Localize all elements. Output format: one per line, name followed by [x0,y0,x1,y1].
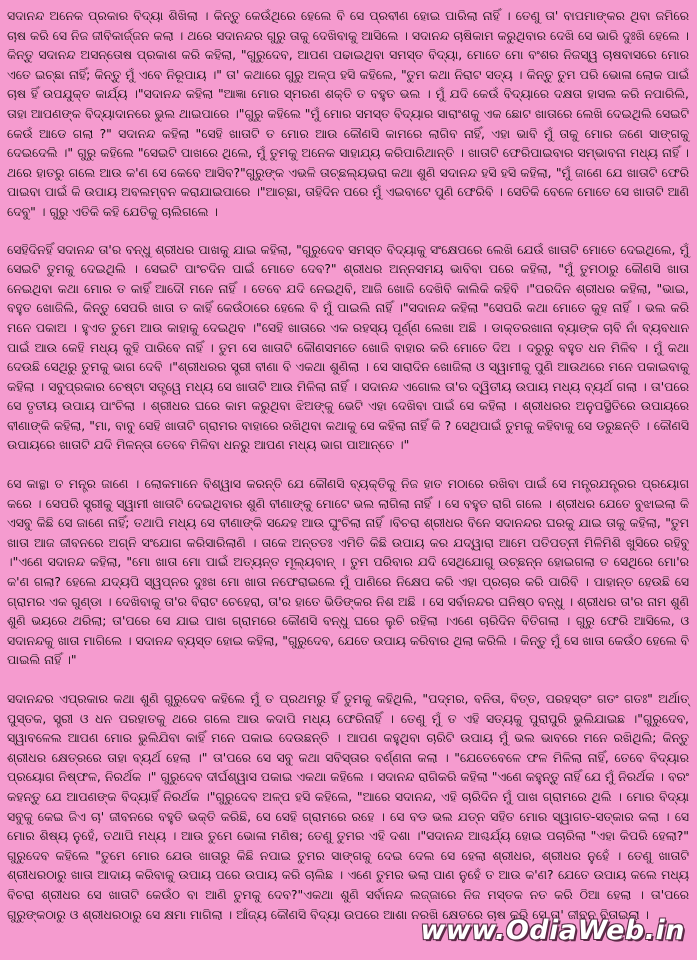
story-paragraph-4: ସଦାନନ୍ଦର ଏପ୍ରକାର କଥା ଶୁଣି ଗୁରୁଦେବ କହିଲେ ମୁଁ ତ ପ୍ରଥମରୁ ହିଁ ତୁମକୁ କହିଥିଲି, "ପଦ୍ମର, ବନିତା, ବିତ୍ତ, ପରହସ୍ତଂ ଗତଂ ଗତଃ" ଅର୍ଥାତ୍ ପୁସ୍ତକ, ସ୍ତ୍ରୀ ଓ ଧନ ପରହାତକୁ ଥରେ ଗଲେ ଆଉ କଦାପି ମଧ୍ୟ ଫେରିନାହିଁ । ତେଣୁ ମୁଁ ତ ଏହି ସତ୍ୟକୁ ପୁରାପୁରି ଭୁଲିଯାଇଛ ।"ଗୁରୁଦେବ, ସ୍ୱାବଳେଲ ଆପଣ ମୋର ଭୁଲିଯିବା କାହିଁ ମନେ ପକାଇ ଦେଉଛନ୍ତି । ଆପଣ କହୁଥିବା ଚାରିଟି ଉପାୟ ମୁଁ ଭଲ ଭାବରେ ମନେ ରଖିଥିଲି; କିନ୍ତୁ ଶ୍ରୀଧର କ୍ଷେତ୍ରରେ ତାହା ବ୍ୟର୍ଥ ହେଲା ।" ତା'ପରେ ସେ ସବୁ କଥା ସବିସ୍ତାର ବର୍ଣ୍ଣନା କଲା । "ଯେତେବେଳେ ଫଳ ମିଳିଲା ନାହିଁ, ତେବେ ବିଦ୍ୟାର ପ୍ରୟୋଗ ନିଷ୍ଫଳ, ନିରର୍ଥକ ।" ଗୁରୁଦେବ ଦୀର୍ଘଶ୍ୱାସ ପକାଇ ଏକଥା କହିଲେ । ସଦାନନ୍ଦ ରାଗିକରି କହିଲା "ଏଣେ କହୁନ୍ତୁ ନାହିଁ ଯେ ମୁଁ ନିରର୍ଥକ । ବରଂ କହନ୍ତୁ ଯେ ଆପଣଙ୍କ ବିଦ୍ୟାହିଁ ନିରର୍ଥକ ।"ଗୁରୁଦେବ ଅଳ୍ପ ହସି କହିଲେ, "ଆରେ ସଦାନନ୍ଦ, ଏହି ଚାରିଦିନ ମୁଁ ପାଖ ଗ୍ରାମରେ ଥିଲି । ମୋର ବିଦ୍ୟା ସବୁକୁ କେଇ ଜିଏ ଚା' ଜୀବନରେ ବହୁତି ଭକ୍ତି କରିଛି, ସେ ସେହି ଗ୍ରାମରେ ରହେ । ସେ ବଡ ଭଲ ଯତ୍ନ ସହିତ ମୋର ସ୍ୱାଗତ-ସତ୍କାର କଲା । ସେ ମୋର ଶିଷ୍ୟ ନୁହେଁ, ତଥାପି ମଧ୍ୟ । ଆଉ ତୁମେ ଭୋଳା ମଣିଷ; ତେଣୁ ତୁମର ଏହି ଦଶା ।"ସଦାନନ୍ଦ ଆଶ୍ଚର୍ଯ୍ୟ ହୋଇ ପଚାରିଲା "ଏହା କିପରି ହେଲା?" ଗୁରୁଦେବ କହିଲେ "ତୁମେ ମୋର ଯେଉ ଖାତାରୁ କିଛି ନପାଇ ତୁମର ସାଙ୍ଗକୁ ଦେଇ ଦେଲ ସେ ହେଲା ଶ୍ରୀଧର, ଶ୍ରୀଧର ନୁହେଁ । ତେଣୁ ଖାତାଟି ଶ୍ରୀଧରଠାରୁ ଖାତା ଆଦାୟ କରିବାକୁ ଉପାୟ ପରେ ଉପାୟ କରି ଚାଲିଛ । ଏଣେ ତୁମର ଭଲା ପାଣ ନୁହେଁ ତ ଆଉ କ'ଣ? ଯେତେ ଉପାୟ କଲେ ମଧ୍ୟ ବିଚରା ଶ୍ରୀଧର ସେ ଖାତାଟି କେଉଁଠ ବା ଆଣି ତୁମକୁ ଦେବ?"ଏକଥା ଶୁଣି ସର୍ବାନନ୍ଦ ଲଜ୍ଜାରେ ନିଜ ମସ୍ତକ ନତ କରି ଠିଆ ହେଲା । ତା'ପରେ ଗୁରୁଙ୍କଠାରୁ ଓ ଶ୍ରୀଧରଠାରୁ ସେ କ୍ଷମା ମାଗିଲା । ଆଁଜ୍ୟ କୌଣସି ବିଦ୍ୟା ଉପରେ ଆଶା ନରଖି କ୍ଷେତରେ ଚାଷ କରି ସେ ତା' ଜୀବନ ବିତାଇଲା । [7,691,689,922]
site-watermark: www.OdiaWeb.in [420,915,685,946]
story-paragraph-3: ସେ କାନ୍ଥା ତ ମନ୍ତ୍ର ଜାଣେ । ଲୋକମାନେ ବିଶ୍ୱାସ କରନ୍ତି ଯେ କୌଣସି ବ୍ୟକ୍ତିକୁ ନିଜ ହାତ ମଠାରେ ରଖିବା ପାଇଁ ସେ ମନ୍ତ୍ରଯନ୍ତ୍ରର ପ୍ରୟୋଗ କରେ । ସେପରି ସ୍ତ୍ରୀକୁ ସ୍ୱାମୀ ଖାତାଟି ଦେଇଥିବାର ଶୁଣି ବୀଣାଙ୍କୁ ମୋଟେ ଭଲ ଲାଗିଲା ନାହିଁ । ସେ ବହୁତ ରାଗି ଗଲେ । ଶ୍ରୀଧର ଯେତେ ବୁଝାଇଲା କି ଏସବୁ କିଛି ସେ ଜାଣେ ନାହିଁ; ତଥାପି ମଧ୍ୟ ସେ ବୀଣାଙ୍କି ସନ୍ଦେହ ଆଉ ଘୁଂଚିଲା ନାହିଁ ।ବିଚରା ଶ୍ରୀଧର ବିନେ ସଦାନନ୍ଦର ଘରକୁ ଯାଇ ତାକୁ କହିଲା, "ତୁମ ଖାତା ଆଜ ଜୀବନରେ ଅଗ୍ନି ସଂଯୋଗ କରିସାରିଲାଣି । ତାକେ ଅନ୍ତତଃ ଏମିତି କିଛି ଉପାୟ କର ଯଦ୍ୱାରା ଆମେ ପତିପତ୍ନୀ ମିଳିମିଶି ଖୁସିରେ ରହିବୁ ।"ଏଣେ ସଦାନନ୍ଦ କହିଲା, "ମୋ ଖାତା ମୋ ପାଇଁ ଅତ୍ୟନ୍ତ ମୂଲ୍ୟବାନ୍ । ତୁମ ପରିବାର ଯଦି ସେଥିଯୋଗୁ ଉଚ୍ଛନ୍ନ ହୋଇଗଲା ତ ସେଥିରେ ମୋ'ର କ'ଣ ଗଲା? ହେଲେ ଯଦ୍ୟପି ସ୍ୱପ୍ନର ଦୁଃଖ ମୋ ଖାତା ନଫେରାଇଲେ ମୁଁ ପାଣିରେ ନିକ୍ଷେପ କରି ଏହା ପ୍ରଚାର କରି ପାରିବି । ପାହାନ୍ତ ହେଉଛି ସେ ଗ୍ରାମର ଏକ ଗୁଣ୍ଡା । ଦେଖିବାକୁ ତା'ର ବିରାଟ ଚେହେରା, ତା'ର ହାତେ ଭିଡିଙ୍କର ନିଶ ଅଛି । ସେ ସର୍ବାନନ୍ଦର ଘନିଷ୍ଠ ବନ୍ଧୁ । ଶ୍ରୀଧର ତା'ର ନାମ ଶୁଣି ଶୁଣି ଭୟରେ ଥରିଲା; ତା'ପରେ ସେ ଯାଇ ପାଖ ଗ୍ରାମରେ କୌଣସି ବନ୍ଧୁ ଘରେ ଲୁଚି ରହିଲା ।ଏଣେ ଚାରିଦିନ ବିତିଗଲା । ଗୁରୁ ଫେରି ଆସିଲେ, ଓ ସଦାନନ୍ଦକୁ ଖାତା ମାଗିଲେ । ସଦାନନ୍ଦ ବ୍ୟସ୍ତ ହୋଇ କହିଲା, "ଗୁରୁଦେବ, ଯେତେ ଉପାୟ କରିବାର ଥିଲା କରିଲି । କିନ୍ତୁ ମୁଁ ସେ ଖାତା କେଉଁଠ ହେଲେ ବି ପାଇଲି ନାହିଁ ।" [7,476,689,668]
story-paragraph-2: ସେହିଦିନହିଁ ସଦାନନ୍ଦ ତା'ର ବନ୍ଧୁ ଶ୍ରୀଧର ପାଖକୁ ଯାଇ କହିଲା, "ଗୁରୁଦେବ ସମସ୍ତ ବିଦ୍ୟାକୁ ସଂକ୍ଷେପରେ ଲେଖି ଯେଉଁ ଖାତାଟି ମୋତେ ଦେଇଥିଲେ, ମୁଁ ସେଇଟି ତୁମକୁ ଦେଇଥିଲି । ସେଇଟି ପାଂଚଦିନ ପାଇଁ ମୋତେ ଦେବ?" ଶ୍ରୀଧର ଅନ୍ନସମୟ ଭାବିବା ପରେ କହିଲା, "ମୁଁ ତୁମଠାରୁ କୌଣସି ଖାତା ନେଇଥିବା କଥା ମୋର ତ କାହିଁ ଆଦୌ ମନେ ନାହିଁ । ତେବେ ଯଦି ନେଇଥିବି, ଆଜି ଖୋଜି ଦେଖିବି କାଲିକି କହିବି ।"ପରଦିନ ଶ୍ରୀଧର କହିଲା, "ଭାଇ, ବହୁତ ଖୋଜିଲି, କିନ୍ତୁ ସେପରି ଖାତା ତ କାହିଁ କେଉଁଠାରେ ହେଲେ ବି ମୁଁ ପାଇଲି ନାହିଁ ।"ସଦାନନ୍ଦ କହିଲା "ସେପରି କଥା ମୋତେ କୁହ ନାହିଁ । ଭଲ କରି ମନେ ପକାଅ । ହୁଏତ ତୁମେ ଆଉ କାହାକୁ ଦେଇଥିବ ।"ସେହି ଖାତାରେ ଏକ ରହସ୍ୟ ପୂର୍ଣ୍ଣ ଲେଖା ଅଛି । ଡାକ୍ତରଖାନା ବ୍ୟାଙ୍କ ଚାବି ନାଁ ବ୍ୟବଧାନ ପାଇଁ ଆଉ କେହି ମଧ୍ୟ କୁହି ପାରିବେ ନାହିଁ । ତୁମ ସେ ଖାତାଟି କୌଣସମତେ ଖୋଜି ବାହାର କରି ମୋତେ ଦିଅ । ଦରୁରୁ ବହୁତ ଧନ ମିଳିବ । ମୁଁ କଥା ଦେଉଛି ସେଥିରୁ ତୁମକୁ ଭାଗ ଦେବି ।"ଶ୍ରୀଧରର ସ୍ତ୍ରୀ ବୀଣା ବି ଏକଥା ଶୁଣିଲା । ସେ ସାରାଦିନ ଖୋଜିଲା ଓ ସ୍ୱାମୀକୁ ପୁଣି ଆଉଥରେ ମନେ ପକାଇବାକୁ କହିଲା । ସବୁପ୍ରକାର ଚେଷ୍ଟା ସତ୍ତ୍ୱେ ମଧ୍ୟ ସେ ଖାତାଟି ଆଉ ମିଳିଲା ନାହିଁ । ସଦାନନ୍ଦ ଏଗୋଲ ତା'ର ଦ୍ୱିତୀୟ ଉପାୟ ମଧ୍ୟ ବ୍ୟର୍ଥ ଗଲା । ତା'ପରେ ସେ ତୃତୀୟ ଉପାୟ ପାଂଚିଲା । ଶ୍ରୀଧର ଘରେ କାମ କରୁଥିବା ଝିଅଙ୍କୁ ଭେଟି ଏହା ଦେଖିବା ପାଇଁ ସେ କହିଲା । ଶ୍ରୀଧରର ଅନୁପସ୍ଥିତିରେ ଉପାୟରେ ବୀଣାଙ୍କି କହିଲା, "ମା, ବାବୁ ସେହି ଖାତାଟି ଗ୍ରାମର ବାହାରେ ରଖିଥିବା କଥାକୁ ସେ କହିଲା ନାହିଁ କି ? ସେଥିପାଇଁ ତୁମକୁ କହିବାକୁ ସେ ଡରୁଛନ୍ତି । କୌଣସି ଉପାୟରେ ଖାତାଟି ଯଦି ମିଳନ୍ତା ତେବେ ମିଳିବା ଧନରୁ ଆପଣ ମଧ୍ୟ ଭାଗ ପାଆନ୍ତେ ।" [7,241,689,453]
story-page [7,6,689,924]
story-paragraph-1: ସଦାନନ୍ଦ ଅନେକ ପ୍ରକାର ବିଦ୍ୟା ଶିଖିଲା । କିନ୍ତୁ କେଉଁଥିରେ ହେଲେ ବି ସେ ପ୍ରବୀଣ ହୋଇ ପାରିଲା ନାହିଁ । ତେଣୁ ତା' ବାପମାଙ୍କର ଥିବା ଜମିରେ ଚାଷ କରି ସେ ନିଜ ଜୀବିକାର୍ଜ୍ଜନ କଲା । ଥରେ ସଦାନନ୍ଦର ଗୁରୁ ତାକୁ ଦେଖିବାକୁ ଆସିଲେ । ସଦାନନ୍ଦ ଚାଷିକାମ କରୁଥିବାର ଦେଖି ସେ ଭାରି ଦୁଃଖି ହେଲେ । କିନ୍ତୁ ସଦାନନ୍ଦ ଅସନ୍ତୋଷ ପ୍ରକାଶ କରି କହିଲା, "ଗୁରୁଦେବ, ଆପଣ ପଢାଇଥିବା ସମସ୍ତ ବିଦ୍ୟା, ମୋତେ ମୋ ବଂଶର ନିଜସ୍ୱ ଚାଷବାସରେ ମୋର ଏତେ ଇଚ୍ଛା ନାହିଁ; କିନ୍ତୁ ମୁଁ ଏବେ ନିରୂପାୟ ।" ତା' କଥାରେ ଗୁରୁ ଅଳ୍ପ ହସି କହିଲେ, "ତୁମ କଥା ନିରାଟ ସତ୍ୟ । କିନ୍ତୁ ତୁମ ପରି ଭୋଳା ଲୋକ ପାଇଁ ଚାଷ ହିଁ ଉପଯୁକ୍ତ କାର୍ଯ୍ୟ ।"ସଦାନନ୍ଦ କହିଲା "ଆଜ୍ଞା ମୋର ସ୍ମରଣ ଶକ୍ତି ତ ବହୁତ ଭଲ । ମୁଁ ଯଦି କେଉଁ ବିଦ୍ୟାରେ ଦକ୍ଷତା ହାସଲ କରି ନପାରିଲି, ତାହା ଆପଣଙ୍କ ବିଦ୍ୟାଦାନରେ ଭୁଲ ଥାଇପାରେ ।"ଗୁରୁ କହିଲେ "ମୁଁ ମୋର ସମସ୍ତ ବିଦ୍ୟାର ସାରାଂଶକୁ ଏକ ଛୋଟ ଖାତାରେ ଲେଖି ଦେଇଥିଲି ସେଇଟି କେଉଁ ଆଡେ ଗଲା ?" ସଦାନନ୍ଦ କହିଲା "ସେହି ଖାତାଟି ତ ମୋର ଆଉ କୌଣସି କାମରେ ଲାଗିବ ନାହିଁ, ଏହା ଭାବି ମୁଁ ତାକୁ ମୋର ଜଣେ ସାଙ୍ଗକୁ ଦେଇଦେଲି ।" ଗୁରୁ କହିଲେ "ସେଇଟି ପାଖରେ ଥିଲେ, ମୁଁ ତୁମକୁ ଅନେକ ସାହାଯ୍ୟ କରିପାରିଥାନ୍ତି । ଖାତାଟି ଫେରିପାଇବାର ସମ୍ଭାବନା ମଧ୍ୟ ନାହିଁ ।ଥରେ ହାତରୁ ଗଲେ ଆଉ କ'ଣ ସେ କେବେ ଆସିବ?"ଗୁରୁଙ୍କ ଏଭଳି ତାଚ୍ଛଲ୍ୟଭରା କଥା ଶୁଣି ସଦାନନ୍ଦ ହସି ହସି କହିଲା, "ମୁଁ ଜାଣେ ଯେ ଖାତାଟି ଫେରି ପାଇବା ପାଇଁ କି ଉପାୟ ଅବଲମ୍ବନ କରାଯାଇପାରେ ।"ଆଚ୍ଛା, ତାହିଦିନ ପରେ ମୁଁ ଏଇବାଟେ ପୁଣି ଫେରିବି । ସେତିକି ବେଳେ ମୋତେ ସେ ଖାତାଟି ଆଣି ଦେବୁ" । ଗୁରୁ ଏତିକି କହି ଯେତିକୁ ଚାଲିଗଲେ । [7,8,689,219]
